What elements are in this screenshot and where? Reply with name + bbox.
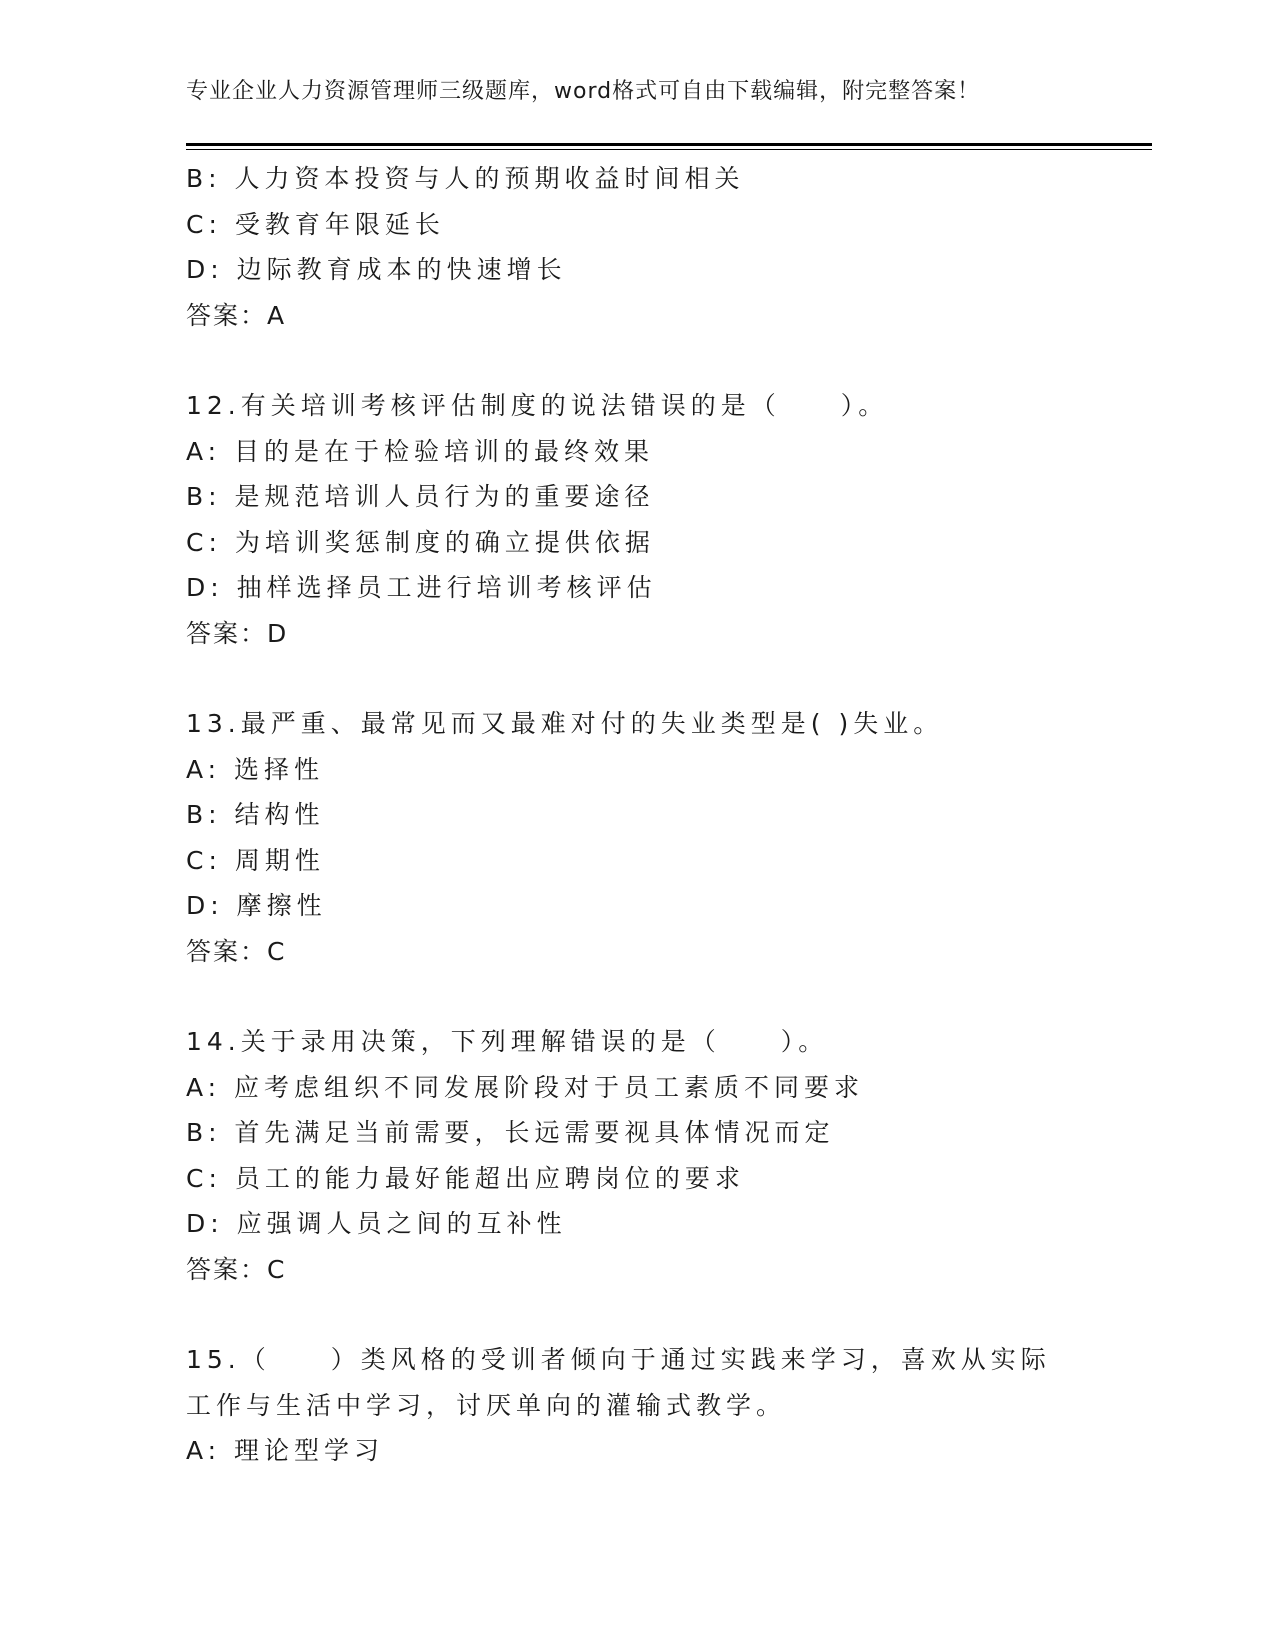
header-rule-thick — [186, 143, 1152, 146]
option-d: D: 边际教育成本的快速增长 — [186, 255, 567, 284]
question-stem: 13.最严重、最常见而又最难对付的失业类型是( )失业。 — [186, 709, 944, 738]
question-list — [186, 156, 1116, 1474]
option-b: B: 结构性 — [186, 800, 325, 829]
question-stem: 14.关于录用决策，下列理解错误的是（ ）。 — [186, 1027, 829, 1056]
spacer — [186, 974, 1116, 1019]
header-rule-thin — [186, 149, 1152, 150]
option-c: C: 受教育年限延长 — [186, 209, 445, 239]
question-13 — [186, 701, 1116, 974]
option-b: B: 首先满足当前需要，长远需要视具体情况而定 — [186, 1118, 835, 1147]
option-a: A: 理论型学习 — [186, 1436, 385, 1465]
answer: 答案：C — [186, 936, 287, 966]
answer: 答案：D — [186, 618, 289, 648]
spacer — [186, 338, 1116, 383]
option-d: D: 抽样选择员工进行培训考核评估 — [186, 573, 657, 602]
option-d: D: 摩擦性 — [186, 891, 327, 920]
option-a: A: 选择性 — [186, 754, 325, 784]
question-stem: 15.（ ）类风格的受训者倾向于通过实践来学习，喜欢从实际工作与生活中学习，讨厌单向的灌输式教学。 — [186, 1345, 1051, 1420]
question-12 — [186, 383, 1116, 656]
option-c: C: 为培训奖惩制度的确立提供依据 — [186, 527, 655, 557]
spacer — [186, 1292, 1116, 1337]
option-a: A: 目的是在于检验培训的最终效果 — [186, 436, 655, 466]
answer: 答案：C — [186, 1254, 287, 1284]
option-c: C: 员工的能力最好能超出应聘岗位的要求 — [186, 1163, 745, 1193]
page-header: 专业企业人力资源管理师三级题库，word格式可自由下载编辑，附完整答案！ — [186, 79, 981, 104]
option-c: C: 周期性 — [186, 845, 325, 875]
question-14 — [186, 1019, 1116, 1292]
question-stem: 12.有关培训考核评估制度的说法错误的是（ ）。 — [186, 391, 889, 420]
option-b: B: 是规范培训人员行为的重要途径 — [186, 482, 655, 511]
question-11-tail — [186, 156, 1116, 338]
option-a: A: 应考虑组织不同发展阶段对于员工素质不同要求 — [186, 1072, 865, 1102]
option-b: B: 人力资本投资与人的预期收益时间相关 — [186, 164, 745, 193]
question-15 — [186, 1337, 1116, 1474]
option-d: D: 应强调人员之间的互补性 — [186, 1209, 567, 1238]
spacer — [186, 656, 1116, 701]
answer: 答案：A — [186, 300, 287, 330]
